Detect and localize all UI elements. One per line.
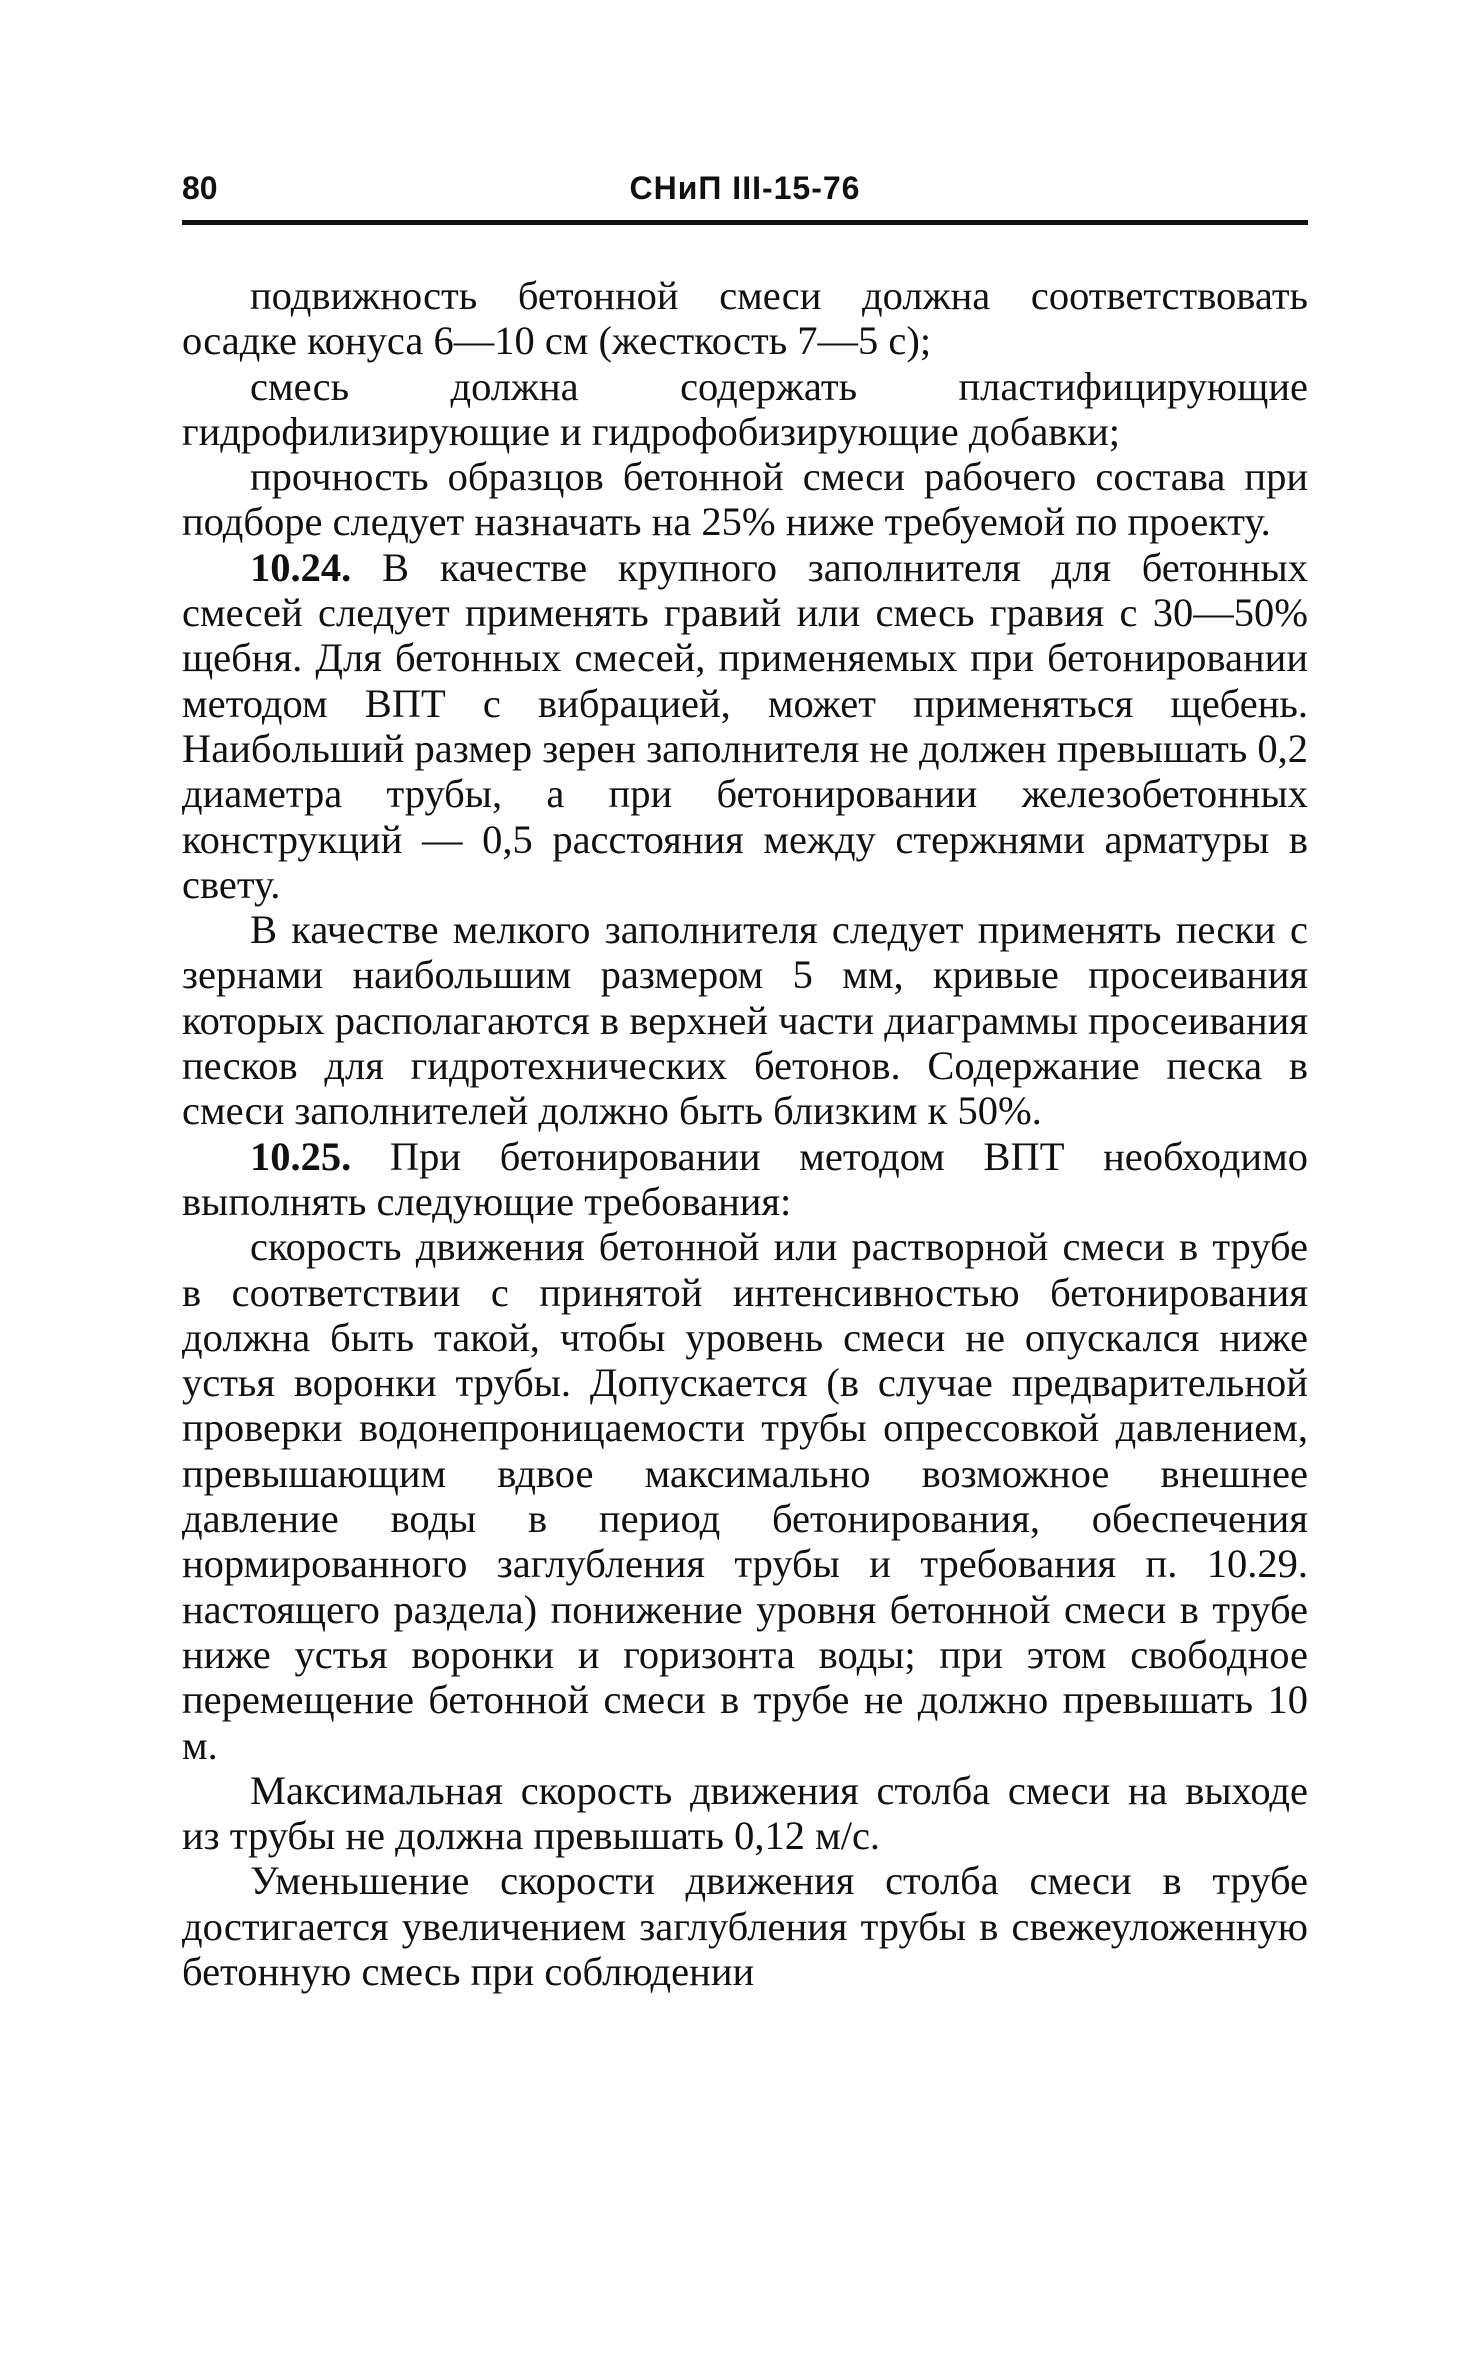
header-rule [182,220,1308,225]
clause-10-24 [182,545,1308,907]
paragraph-text: прочность образцов бетонной смеси рабочего состава при подборе следует назначать на 25% ниже требуемой по проекту. [182,454,1308,545]
page-number: 80 [182,170,218,206]
paragraph-text: При бетонировании методом ВПТ необходимо выполнять следующие требования: [182,1133,1308,1224]
paragraph [182,273,1308,364]
paragraph [182,454,1308,545]
clause-10-25 [182,1134,1308,1225]
paragraph [182,1768,1308,1859]
paragraph [182,1224,1308,1768]
body-text [182,273,1308,1994]
paragraph-text: В качестве мелкого заполнителя следует применять пески с зернами наибольшим размером 5 мм, кривые просеивания которых располагаются в верхней части диаграммы просеивания песков для гидротехнических бетонов. Содержание песка в смеси заполнителей должно быть близким к 50%. [182,907,1308,1134]
paragraph-text: Максимальная скорость движения столба смеси на выходе из трубы не должна превышать 0,12 м/с. [182,1767,1308,1859]
paragraph-text: В качестве крупного заполнителя для бетонных смесей следует применять гравий или смесь гравия с 30—50% щебня. Для бетонных смесей, применяемых при бетонировании методом ВПТ с вибрацией, может применяться щебень. Наибольший размер зерен заполнителя не должен превышать 0,2 диаметра трубы, а при бетонировании железобетонных конструкций — 0,5 расстояния между стержнями арматуры в свету. [182,544,1309,907]
paragraph [182,364,1308,455]
clause-number: 10.24. [250,544,352,590]
paragraph-text: Уменьшение скорости движения столба смеси в трубе достигается увеличением заглубления трубы в свежеуложенную бетонную смесь при соблюдении [182,1858,1308,1994]
paragraph-text: подвижность бетонной смеси должна соответствовать осадке конуса 6—10 см (жесткость 7—5 с); [182,273,1308,364]
paragraph [182,907,1308,1133]
paragraph-text: смесь должна содержать пластифицирующие гидрофилизирующие и гидрофобизирующие добавки; [182,363,1308,454]
clause-number: 10.25. [250,1133,352,1179]
page-header [182,150,1308,210]
paragraph [182,1858,1308,1994]
paragraph-text: скорость движения бетонной или растворной смеси в трубе в соответствии с принятой интенсивностью бетонирования должна быть такой, чтобы уровень смеси не опускался ниже устья воронки трубы. Допускается (в случае предварительной проверки водонепроницаемости трубы опрессовкой давлением, превышающим вдвое максимально возможное внешнее давление воды в период бетонирования, обеспечения нормированного заглубления трубы и требования п. 10.29. настоящего раздела) понижение уровня бетонной смеси в трубе ниже устья воронки и горизонта воды; при этом свободное перемещение бетонной смеси в трубе не должно превышать 10 м. [182,1224,1308,1768]
running-title: СНиП III-15-76 [629,170,861,206]
document-page [182,150,1308,1994]
